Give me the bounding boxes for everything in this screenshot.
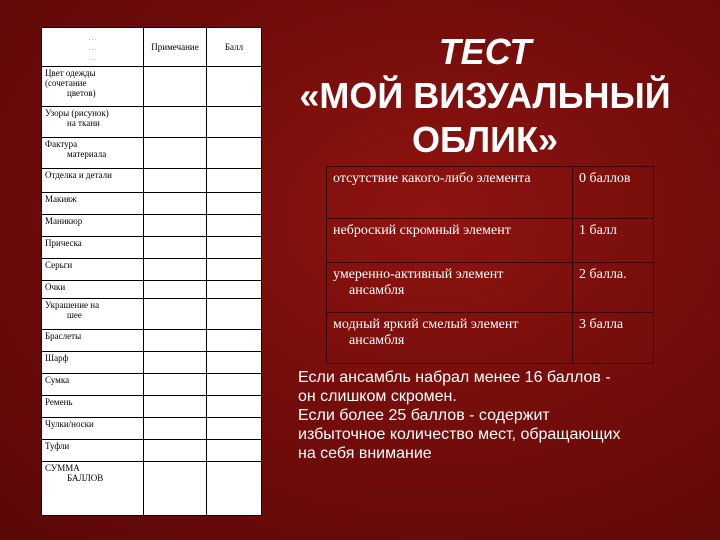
item-cell — [42, 67, 144, 107]
scale-desc: умеренно-активный элемент — [333, 267, 504, 282]
item-cell — [42, 396, 144, 418]
scale-points-cell — [573, 313, 654, 364]
score-cell[interactable] — [207, 299, 262, 330]
item-label: Чулки/носки — [45, 419, 94, 429]
scale-points: 1 балл — [579, 223, 617, 238]
score-cell[interactable] — [207, 352, 262, 374]
score-cell[interactable] — [207, 67, 262, 107]
note-cell[interactable] — [144, 237, 207, 259]
note-cell[interactable] — [144, 330, 207, 352]
item-label: Маникюр — [45, 216, 83, 226]
scale-desc-cell — [327, 167, 573, 219]
title-line-3: ОБЛИК» — [411, 119, 559, 160]
item-label: Туфли — [45, 441, 70, 451]
note-line: Если ансамбль набрал менее 16 баллов - — [298, 369, 611, 386]
note-cell[interactable] — [144, 169, 207, 193]
item-label: Браслеты — [45, 331, 82, 341]
note-line: избыточное количество мест, обращающих — [298, 426, 621, 443]
item-header-cell — [42, 28, 144, 67]
note-cell[interactable] — [144, 193, 207, 215]
score-table-header-row — [42, 28, 262, 67]
scale-desc: модный яркий смелый элемент — [333, 317, 519, 332]
score-header-cell: Балл — [207, 28, 262, 67]
item-label: Отделка и детали — [45, 170, 112, 180]
item-label: Ремень — [45, 397, 73, 407]
item-header-faint-1: … — [88, 32, 97, 42]
item-cell — [42, 193, 144, 215]
note-cell[interactable] — [144, 138, 207, 169]
item-cell — [42, 237, 144, 259]
item-label: на ткани — [67, 118, 100, 128]
scale-desc-cell — [327, 313, 573, 364]
item-cell — [42, 259, 144, 281]
table-row — [42, 215, 262, 237]
score-cell[interactable] — [207, 193, 262, 215]
score-cell[interactable] — [207, 418, 262, 440]
item-cell — [42, 281, 144, 299]
note-line: Если более 25 баллов - содержит — [298, 407, 550, 424]
item-cell — [42, 299, 144, 330]
item-cell — [42, 374, 144, 396]
scale-desc: неброский скромный элемент — [333, 223, 511, 238]
table-row — [42, 169, 262, 193]
score-cell[interactable] — [207, 330, 262, 352]
item-cell — [42, 440, 144, 462]
table-row — [327, 219, 654, 263]
item-label: Украшение на — [45, 300, 100, 310]
title-line-1: ТЕСТ — [438, 31, 532, 72]
note-line: он слишком скромен. — [298, 388, 457, 405]
item-cell — [42, 418, 144, 440]
scale-points-cell — [573, 219, 654, 263]
note-cell[interactable] — [144, 462, 207, 516]
item-cell — [42, 330, 144, 352]
table-row — [42, 193, 262, 215]
score-note — [298, 368, 698, 463]
table-row — [42, 352, 262, 374]
scale-points: 2 балла. — [579, 267, 627, 282]
table-row — [42, 138, 262, 169]
item-cell — [42, 107, 144, 138]
note-cell[interactable] — [144, 107, 207, 138]
table-row — [327, 313, 654, 364]
item-label: Очки — [45, 282, 66, 292]
note-cell[interactable] — [144, 374, 207, 396]
page-title — [265, 30, 705, 162]
scale-points-cell — [573, 167, 654, 219]
note-line: на себя внимание — [298, 445, 432, 462]
table-row — [42, 67, 262, 107]
table-row — [42, 418, 262, 440]
scale-desc-cell — [327, 263, 573, 313]
table-row — [42, 281, 262, 299]
item-cell — [42, 352, 144, 374]
item-label: БАЛЛОВ — [67, 473, 104, 483]
score-cell[interactable] — [207, 215, 262, 237]
item-label: Серьги — [45, 260, 73, 270]
scale-desc-cont: ансамбля — [349, 283, 405, 298]
score-table — [41, 27, 262, 516]
item-label: Узоры (рисунок) — [45, 108, 109, 118]
item-label: (сочетание — [45, 78, 87, 88]
score-cell[interactable] — [207, 281, 262, 299]
table-row — [327, 263, 654, 313]
table-row — [42, 259, 262, 281]
table-row — [42, 462, 262, 516]
table-row — [42, 237, 262, 259]
table-row — [42, 440, 262, 462]
scale-table — [326, 166, 654, 364]
item-cell — [42, 169, 144, 193]
table-row — [42, 299, 262, 330]
item-label: Прическа — [45, 238, 82, 248]
table-row — [42, 396, 262, 418]
scale-desc-cell — [327, 219, 573, 263]
title-line-2: «МОЙ ВИЗУАЛЬНЫЙ — [299, 75, 671, 116]
item-cell — [42, 215, 144, 237]
note-cell[interactable] — [144, 418, 207, 440]
score-cell[interactable] — [207, 237, 262, 259]
scale-desc: отсутствие какого-либо элемента — [333, 171, 531, 186]
item-label: Фактура — [45, 139, 78, 149]
item-label: Цвет одежды — [45, 68, 96, 78]
item-label: шее — [67, 310, 82, 320]
item-label: СУММА — [45, 463, 80, 473]
table-row — [327, 167, 654, 219]
note-cell[interactable] — [144, 259, 207, 281]
table-row — [42, 330, 262, 352]
score-cell[interactable] — [207, 396, 262, 418]
score-cell[interactable] — [207, 169, 262, 193]
item-header-faint-2: … — [88, 42, 97, 52]
note-header-cell: Примечание — [144, 28, 207, 67]
item-label: Макияж — [45, 194, 77, 204]
note-cell[interactable] — [144, 440, 207, 462]
scale-points-cell — [573, 263, 654, 313]
score-cell[interactable] — [207, 440, 262, 462]
note-cell[interactable] — [144, 299, 207, 330]
score-cell[interactable] — [207, 374, 262, 396]
score-cell[interactable] — [207, 259, 262, 281]
scale-desc-cont: ансамбля — [349, 333, 405, 348]
item-label: Шарф — [45, 353, 69, 363]
table-row — [42, 374, 262, 396]
item-label: цветов) — [67, 88, 96, 98]
note-cell[interactable] — [144, 215, 207, 237]
item-cell — [42, 462, 144, 516]
item-cell — [42, 138, 144, 169]
score-cell[interactable] — [207, 107, 262, 138]
score-cell[interactable] — [207, 138, 262, 169]
item-label: материала — [67, 149, 107, 159]
scale-points: 3 балла — [579, 317, 624, 332]
item-header-faint-3: … — [88, 52, 97, 62]
item-label: Сумка — [45, 375, 70, 385]
note-cell[interactable] — [144, 352, 207, 374]
note-cell[interactable] — [144, 67, 207, 107]
score-cell[interactable] — [207, 462, 262, 516]
note-cell[interactable] — [144, 281, 207, 299]
note-cell[interactable] — [144, 396, 207, 418]
table-row — [42, 107, 262, 138]
scale-points: 0 баллов — [579, 171, 631, 186]
